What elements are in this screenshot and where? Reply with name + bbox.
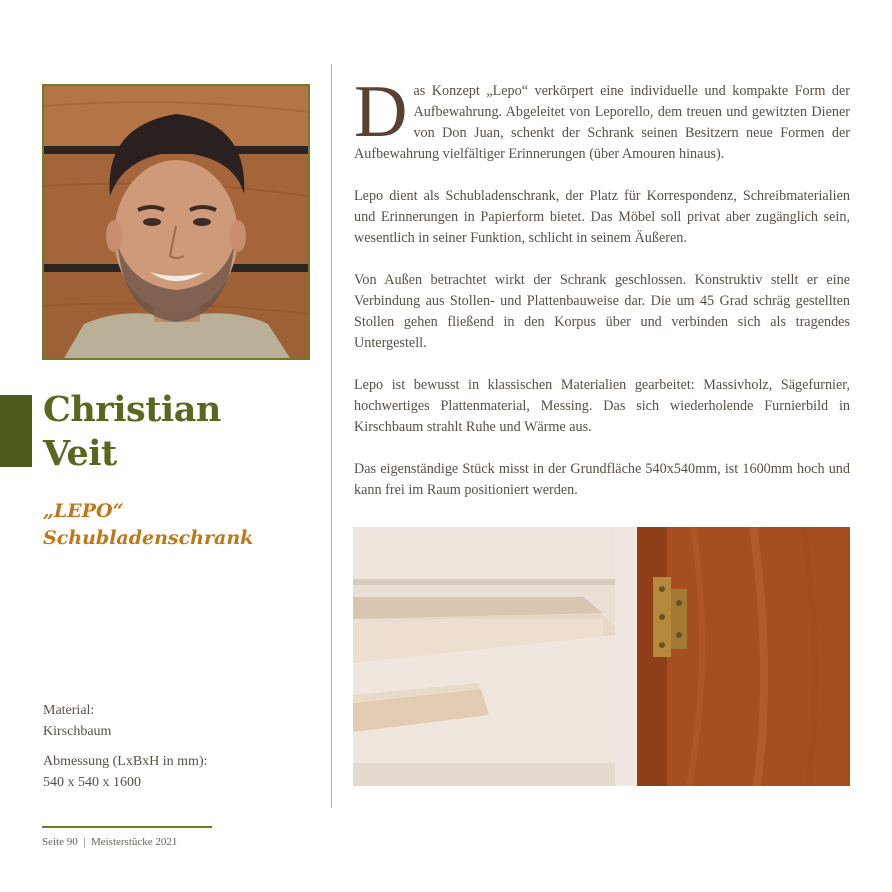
column-divider bbox=[331, 64, 332, 808]
designer-first-name: Christian bbox=[43, 389, 221, 430]
designer-last-name: Veit bbox=[43, 433, 117, 474]
name-accent-bar bbox=[0, 395, 32, 467]
material-label: Material: bbox=[43, 703, 95, 718]
paragraph-3: Von Außen betrachtet wirkt der Schrank geschlossen. Konstruktiv stellt er eine Verbindung aus Stollen- und Plattenbauweise dar. Die um 45 Grad schräg gestellten Stollen gehen fließend in den Korpus über und verbinden sich als tragendes Untergestell. bbox=[354, 272, 850, 351]
dimension-label: Abmessung (LxBxH in mm): bbox=[43, 754, 208, 769]
paragraph-5: Das eigenständige Stück misst in der Grundfläche 540x540mm, ist 1600mm hoch und kann frei im Raum positioniert werden. bbox=[354, 461, 850, 498]
material-value: Kirschbaum bbox=[43, 723, 112, 739]
page-footer: Seite 90 | Meisterstücke 2021 bbox=[42, 836, 178, 848]
specs-block bbox=[43, 701, 208, 793]
piece-title bbox=[43, 498, 253, 552]
designer-portrait bbox=[42, 84, 310, 360]
designer-name bbox=[43, 388, 221, 476]
paragraph-1-text: as Konzept „Lepo“ verkörpert eine individuelle und kompakte Form der Aufbewahrung. Abgeleitet von Leporello, dem treuen und gewitzten Diener von Don Juan, schenkt der Schrank seinen Besitzern neue Formen der Aufbewahrung vielfältiger Erinnerungen (über Amouren hinaus). bbox=[354, 83, 850, 162]
dimension-value: 540 x 540 x 1600 bbox=[43, 774, 141, 790]
paragraph-4: Lepo ist bewusst in klassischen Materialien gearbeitet: Massivholz, Sägefurnier, hochwertiges Plattenmaterial, Messing. Das sich wiederholende Furnierbild in Kirschbaum strahlt Ruhe und Wärme aus. bbox=[354, 377, 850, 435]
portrait-image bbox=[44, 86, 308, 358]
article-body bbox=[354, 71, 850, 522]
drop-cap: D bbox=[354, 71, 408, 153]
furniture-photo bbox=[353, 527, 850, 786]
paragraph-1 bbox=[354, 71, 850, 165]
paragraph-2: Lepo dient als Schubladenschrank, der Platz für Korrespondenz, Schreibmaterialien und Erinnerungen in Papierform bietet. Das Möbel soll privat aber zugänglich sein, wesentlich in seiner Funktion, schlicht in seinem Äußeren. bbox=[354, 188, 850, 246]
piece-type: Schubladenschrank bbox=[43, 527, 254, 549]
footer-rule bbox=[42, 826, 212, 828]
drawer-image bbox=[353, 527, 850, 786]
piece-name: „LEPO“ bbox=[43, 500, 124, 522]
